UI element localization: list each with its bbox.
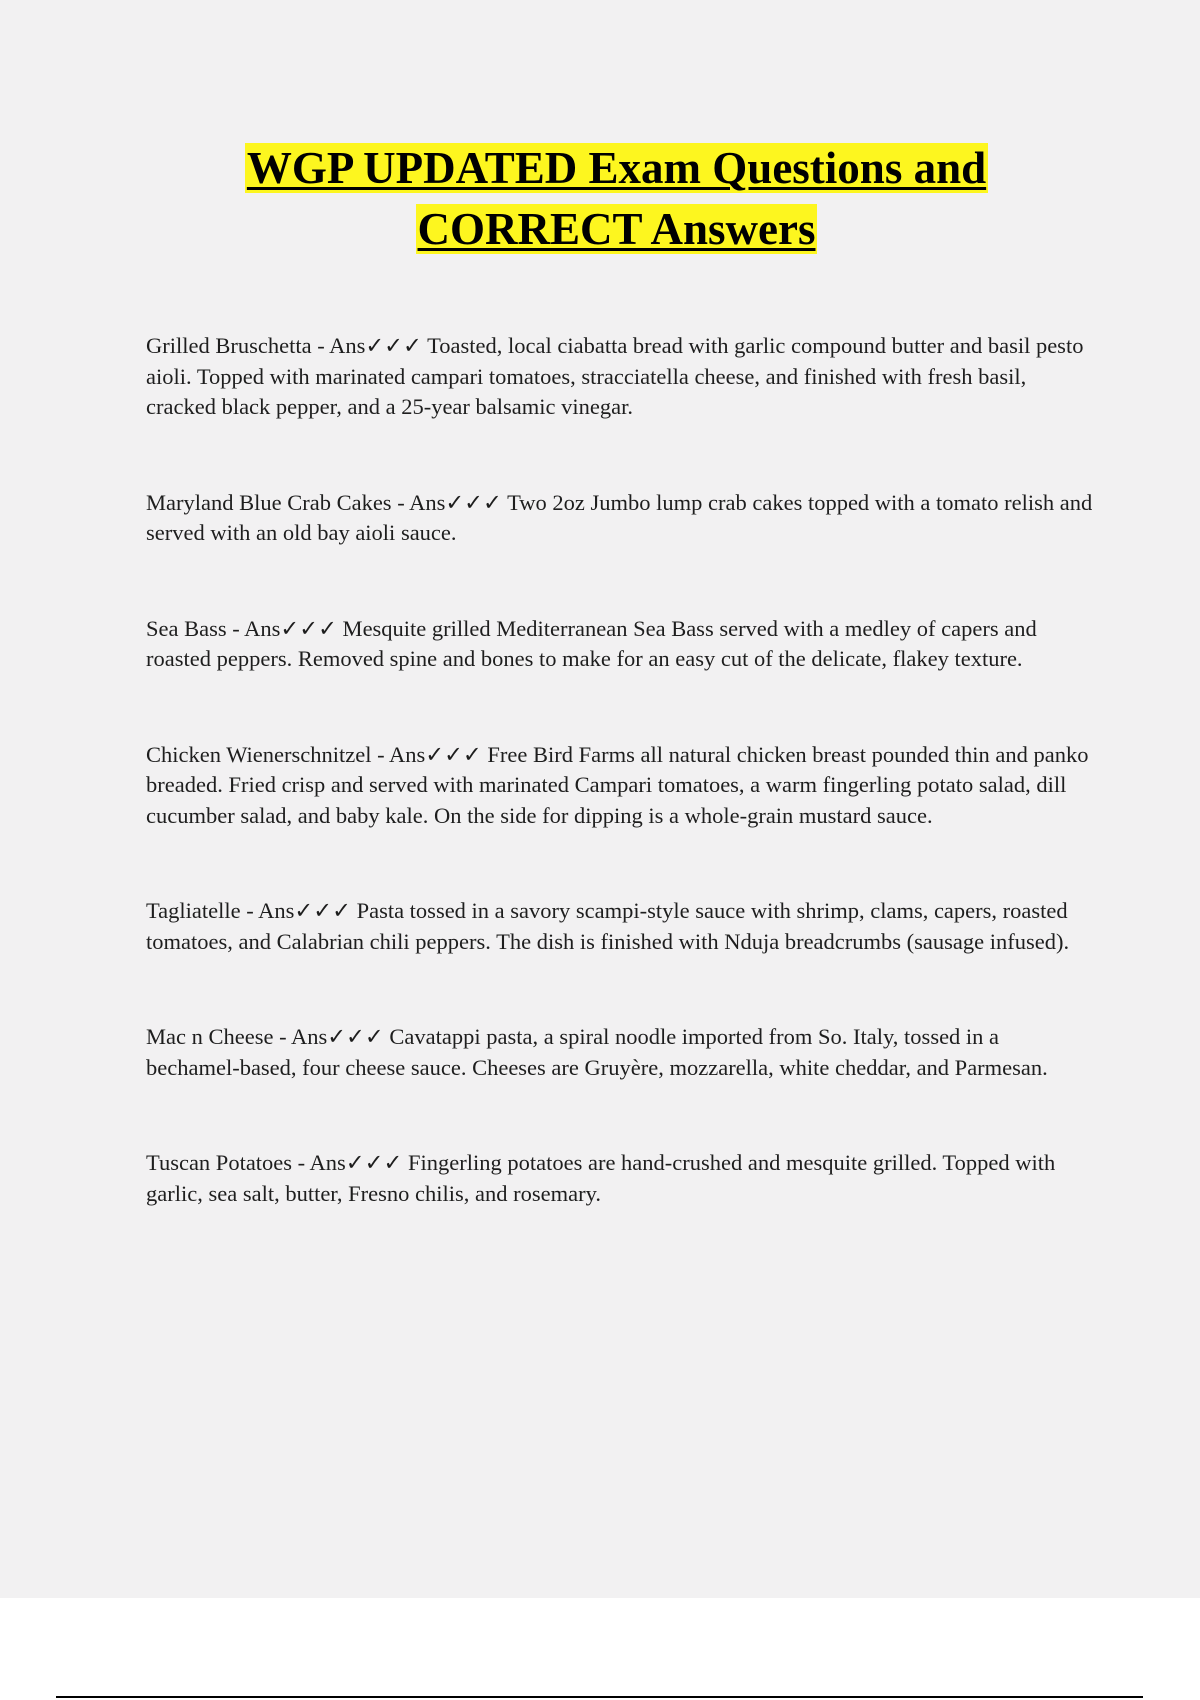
qa-item-tagliatelle: Tagliatelle - Ans✓✓✓ Pasta tossed in a savory scampi-style sauce with shrimp, clams, capers, roasted tomatoes, and Calabrian chili peppers. The dish is finished with Nduja breadcrumbs (sausage infused). [146,898,1070,954]
page-title [0,138,1200,260]
qa-item-chicken-wienerschnitzel: Chicken Wienerschnitzel - Ans✓✓✓ Free Bird Farms all natural chicken breast pounded thin and panko breaded. Fried crisp and served with marinated Campari tomatoes, a warm fingerling potato salad, dill cucumber salad, and baby kale. On the side for dipping is a whole-grain mustard sauce. [146,741,1089,828]
qa-item-blue-crab-cakes: Maryland Blue Crab Cakes - Ans✓✓✓ Two 2oz Jumbo lump crab cakes topped with a tomato relish and served with an old bay aioli sauce. [146,489,1093,545]
qa-item-mac-n-cheese: Mac n Cheese - Ans✓✓✓ Cavatappi pasta, a spiral noodle imported from So. Italy, tossed in a bechamel-based, four cheese sauce. Cheeses are Gruyère, mozzarella, white cheddar, and Parmesan. [146,1024,1048,1080]
title-line-1: WGP UPDATED Exam Questions and [246,143,987,193]
qa-item-sea-bass: Sea Bass - Ans✓✓✓ Mesquite grilled Mediterranean Sea Bass served with a medley of capers and roasted peppers. Removed spine and bones to make for an easy cut of the delicate, flakey texture. [146,615,1037,671]
qa-item-grilled-bruschetta: Grilled Bruschetta - Ans✓✓✓ Toasted, local ciabatta bread with garlic compound butter and basil pesto aioli. Topped with marinated campari tomatoes, stracciatella cheese, and finished with fresh basil, cracked black pepper, and a 25-year balsamic vinegar. [146,333,1084,419]
next-page-divider [56,1696,1143,1698]
title-line-2: CORRECT Answers [417,204,816,254]
qa-item-tuscan-potatoes: Tuscan Potatoes - Ans✓✓✓ Fingerling potatoes are hand-crushed and mesquite grilled. Topped with garlic, sea salt, butter, Fresno chilis, and rosemary. [146,1150,1056,1206]
qa-list [146,331,1096,1209]
